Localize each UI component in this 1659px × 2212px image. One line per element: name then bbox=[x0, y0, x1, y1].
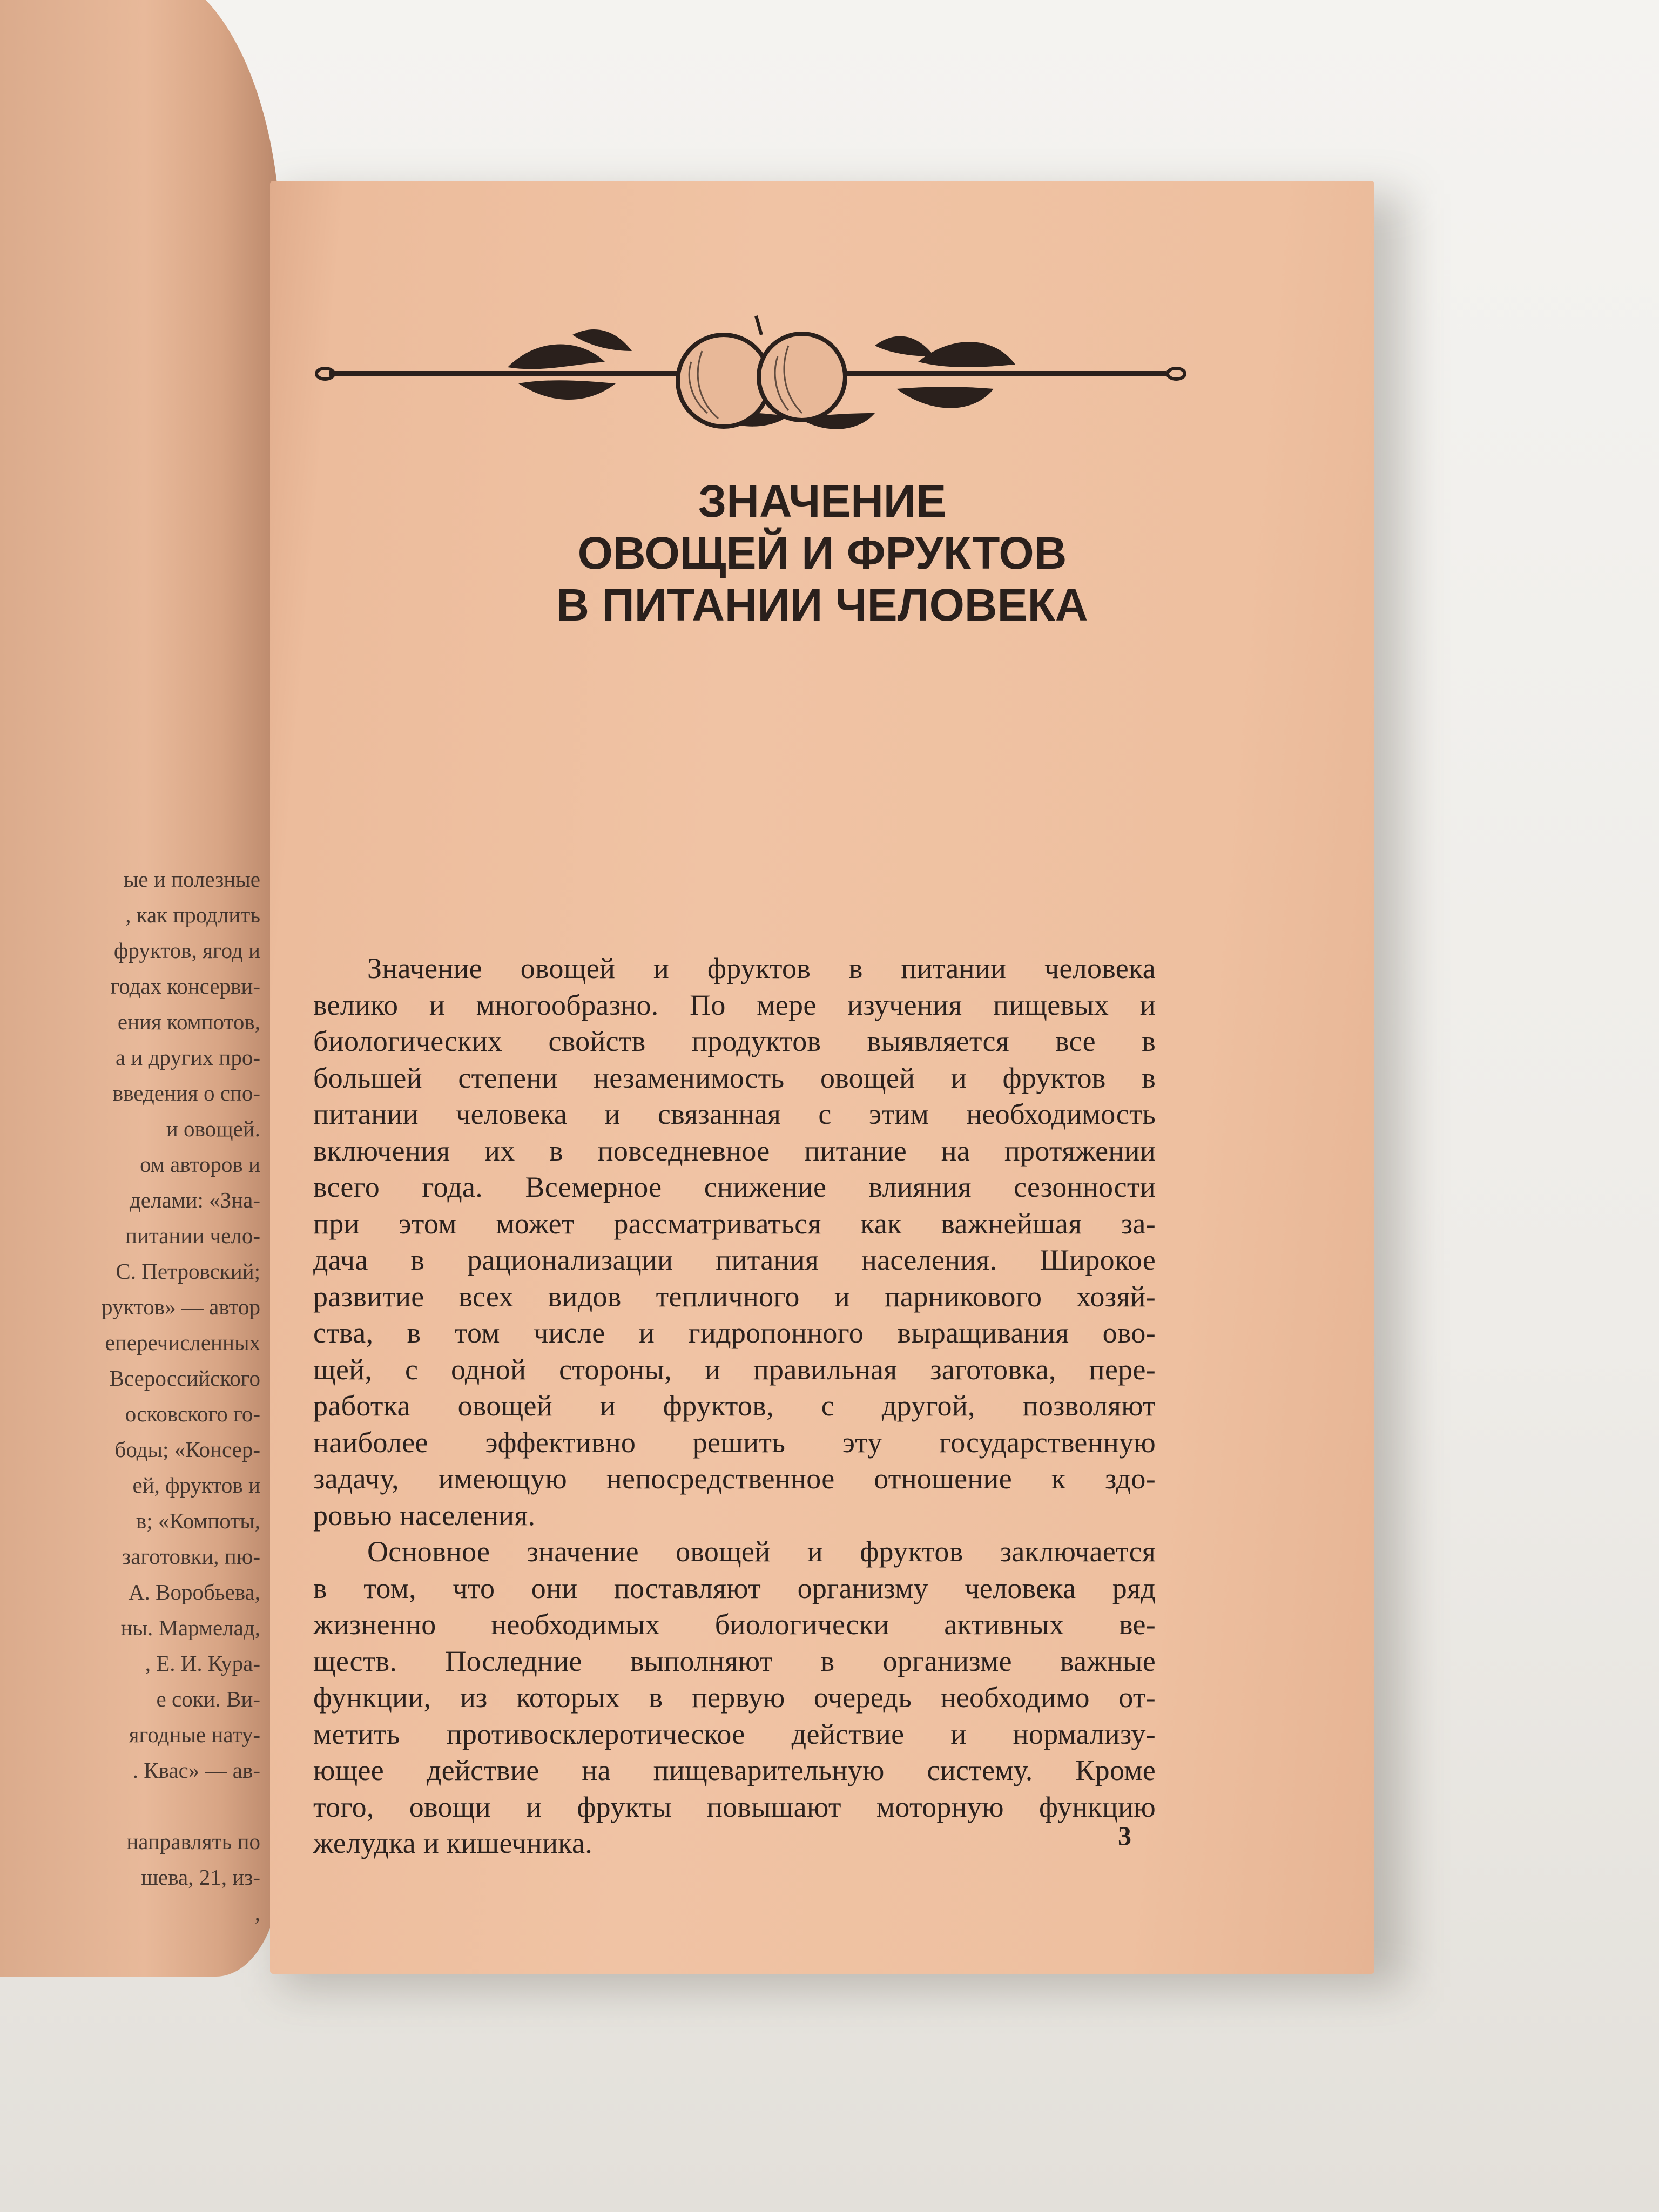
left-page-line: , как продлить bbox=[125, 902, 260, 927]
left-page-line: шева, 21, из- bbox=[141, 1865, 260, 1890]
left-page-line: ягодные нату- bbox=[129, 1722, 260, 1747]
body-line: Основное значение овощей и фруктов заключается bbox=[367, 1535, 1156, 1568]
left-page-line: боды; «Консер- bbox=[114, 1437, 260, 1462]
body-line: включения их в повседневное питание на протяжении bbox=[313, 1134, 1156, 1167]
left-page-line: а и других про- bbox=[115, 1045, 260, 1070]
title-line-1: ЗНАЧЕНИЕ bbox=[698, 476, 947, 527]
body-line: ществ. Последние выполняют в организме важные bbox=[313, 1644, 1156, 1677]
left-page-line: . Квас» — ав- bbox=[132, 1758, 260, 1783]
left-page-line: ения компотов, bbox=[117, 1009, 260, 1034]
body-line: биологических свойств продуктов выявляется все в bbox=[313, 1025, 1156, 1057]
body-line: жизненно необходимых биологически активных ве- bbox=[313, 1608, 1156, 1641]
title-line-2: ОВОЩЕЙ И ФРУКТОВ bbox=[577, 528, 1067, 578]
left-page-line: руктов» — автор bbox=[102, 1294, 260, 1319]
body-line: того, овощи и фрукты повышают моторную функцию bbox=[313, 1790, 1156, 1823]
left-page-line: ей, фруктов и bbox=[132, 1473, 260, 1498]
left-page-line: еперечисленных bbox=[105, 1330, 260, 1355]
left-page-line: годах консерви- bbox=[110, 974, 260, 999]
body-line: при этом может рассматриваться как важнейшая за- bbox=[313, 1207, 1156, 1240]
left-page bbox=[0, 0, 281, 1977]
left-page-line: введения о спо- bbox=[112, 1081, 260, 1105]
left-page-line: направлять по bbox=[126, 1829, 260, 1854]
body-text bbox=[313, 950, 1156, 1862]
body-line: в том, что они поставляют организму человека ряд bbox=[313, 1572, 1156, 1604]
body-line: Значение овощей и фруктов в питании человека bbox=[367, 952, 1156, 984]
left-page-line: Всероссийского bbox=[109, 1366, 260, 1391]
left-page-line: питании чело- bbox=[125, 1223, 260, 1248]
body-line: метить противосклеротическое действие и нормализу- bbox=[313, 1717, 1156, 1750]
left-page-line: е соки. Ви- bbox=[156, 1687, 260, 1711]
left-page-line: заготовки, пю- bbox=[122, 1544, 260, 1569]
body-line: большей степени незаменимость овощей и фруктов в bbox=[313, 1061, 1156, 1094]
body-line: функции, из которых в первую очередь необходимо от- bbox=[313, 1681, 1156, 1714]
left-page-line: и овощей. bbox=[166, 1116, 260, 1141]
left-page-line: фруктов, ягод и bbox=[113, 938, 260, 963]
left-page-line: , Е. И. Кура- bbox=[145, 1651, 260, 1676]
body-line: задачу, имеющую непосредственное отношение к здо- bbox=[313, 1462, 1156, 1495]
body-line: ющее действие на пищеварительную систему. Кроме bbox=[313, 1754, 1156, 1786]
body-line: наиболее эффективно решить эту государственную bbox=[313, 1426, 1156, 1459]
title-line-3: В ПИТАНИИ ЧЕЛОВЕКА bbox=[556, 579, 1088, 630]
page-number: 3 bbox=[1118, 1820, 1131, 1851]
chapter-title bbox=[270, 475, 1374, 631]
left-page-line: в; «Компоты, bbox=[136, 1508, 260, 1533]
body-line: ства, в том числе и гидропонного выращивания ово- bbox=[313, 1317, 1156, 1349]
body-line: щей, с одной стороны, и правильная заготовка, пере- bbox=[313, 1353, 1156, 1386]
left-page-line: С. Петровский; bbox=[116, 1259, 260, 1284]
body-line: питании человека и связанная с этим необходимость bbox=[313, 1098, 1156, 1130]
left-page-line: ые и полезные bbox=[123, 867, 260, 892]
body-line: велико и многообразно. По мере изучения пищевых и bbox=[313, 988, 1156, 1021]
left-page-text bbox=[0, 861, 260, 1931]
body-line: работка овощей и фруктов, с другой, позволяют bbox=[313, 1390, 1156, 1422]
left-page-line bbox=[0, 1788, 260, 1824]
left-page-line: , bbox=[254, 1900, 260, 1925]
fruit-ornament-icon bbox=[313, 313, 1188, 437]
body-line: ровью населения. bbox=[313, 1499, 536, 1532]
body-line: развитие всех видов тепличного и парникового хозяй- bbox=[313, 1280, 1156, 1313]
body-line: желудка и кишечника. bbox=[313, 1827, 593, 1859]
left-page-line: А. Воробьева, bbox=[129, 1580, 260, 1604]
left-page-line: осковского го- bbox=[125, 1401, 260, 1426]
left-page-line: делами: «Зна- bbox=[129, 1188, 260, 1212]
body-line: дача в рационализации питания населения. Широкое bbox=[313, 1244, 1156, 1276]
left-page-line: ны. Мармелад, bbox=[120, 1615, 260, 1640]
left-page-line: ом авторов и bbox=[140, 1152, 260, 1177]
body-line: всего года. Всемерное снижение влияния сезонности bbox=[313, 1171, 1156, 1203]
